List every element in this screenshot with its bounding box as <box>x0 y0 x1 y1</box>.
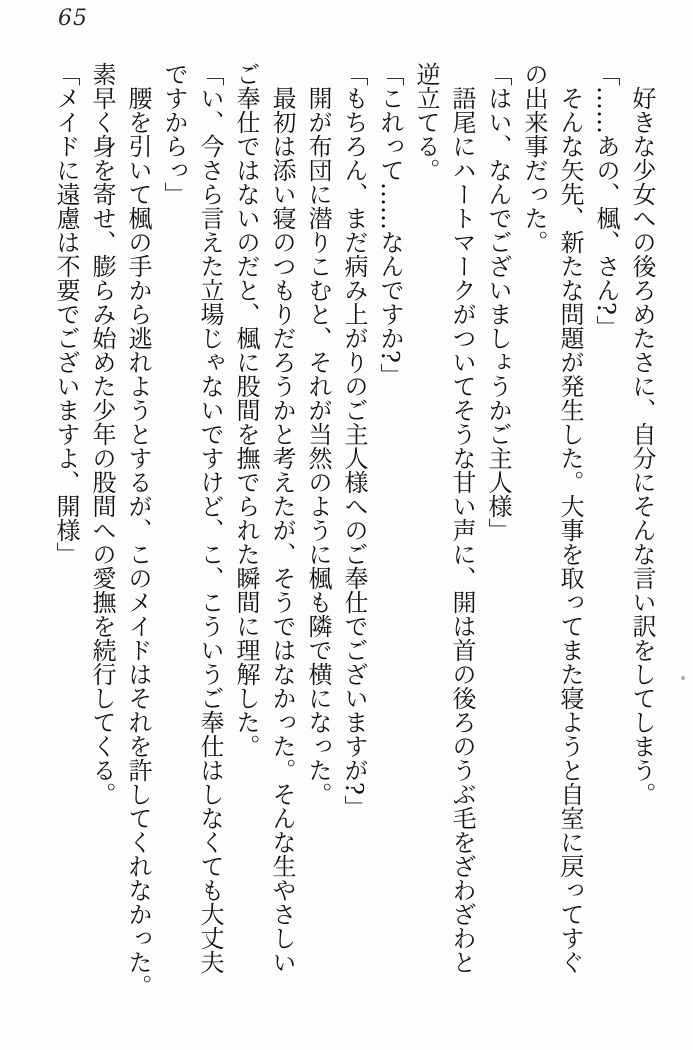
paragraph-11: 腰を引いて楓の手から逃れようとするが、このメイドはそれを許してくれなかった。 <box>124 62 152 998</box>
paragraph-2: 「……あの、楓、さん?」 <box>592 62 620 339</box>
page-number: 65 <box>58 6 88 31</box>
paragraph-3: そんな矢先、新たな問題が発生した。大事を取ってまた寝ようと自室に戻ってすぐの出来事だった。 <box>520 62 584 974</box>
paragraph-5: 語尾にハートマークがついてそうな甘い声に、開は首の後ろのうぶ毛をざわざわと逆立てる。 <box>412 62 476 974</box>
paragraph-10: 「い、今さら言えた立場じゃないですけど、こ、こういうご奉仕はしなくても大丈夫ですからっ」 <box>160 62 224 974</box>
scan-speck <box>681 676 685 680</box>
paragraph-13: 「メイドに遠慮は不要でございますよ、開様」 <box>52 62 80 566</box>
paragraph-8: 開が布団に潜りこむと、それが当然のように楓も隣で横になった。 <box>304 62 332 806</box>
paragraph-6: 「これって……なんですか?」 <box>376 62 404 387</box>
text-block <box>48 62 660 998</box>
paragraph-1: 好きな少女への後ろめたさに、自分にそんな言い訳をしてしまう。 <box>628 62 656 806</box>
paragraph-9: 最初は添い寝のつもりだろうかと考えたが、そうではなかった。そんな生やさしいご奉仕ではないのだと、楓に股間を撫でられた瞬間に理解した。 <box>232 62 296 974</box>
paragraph-12: 素早く身を寄せ、膨らみ始めた少年の股間への愛撫を続行してくる。 <box>88 62 116 806</box>
paragraph-4: 「はい、なんでございましょうかご主人様」 <box>484 62 512 542</box>
paragraph-7: 「もちろん、まだ病み上がりのご主人様へのご奉仕でございますが?」 <box>340 62 368 819</box>
